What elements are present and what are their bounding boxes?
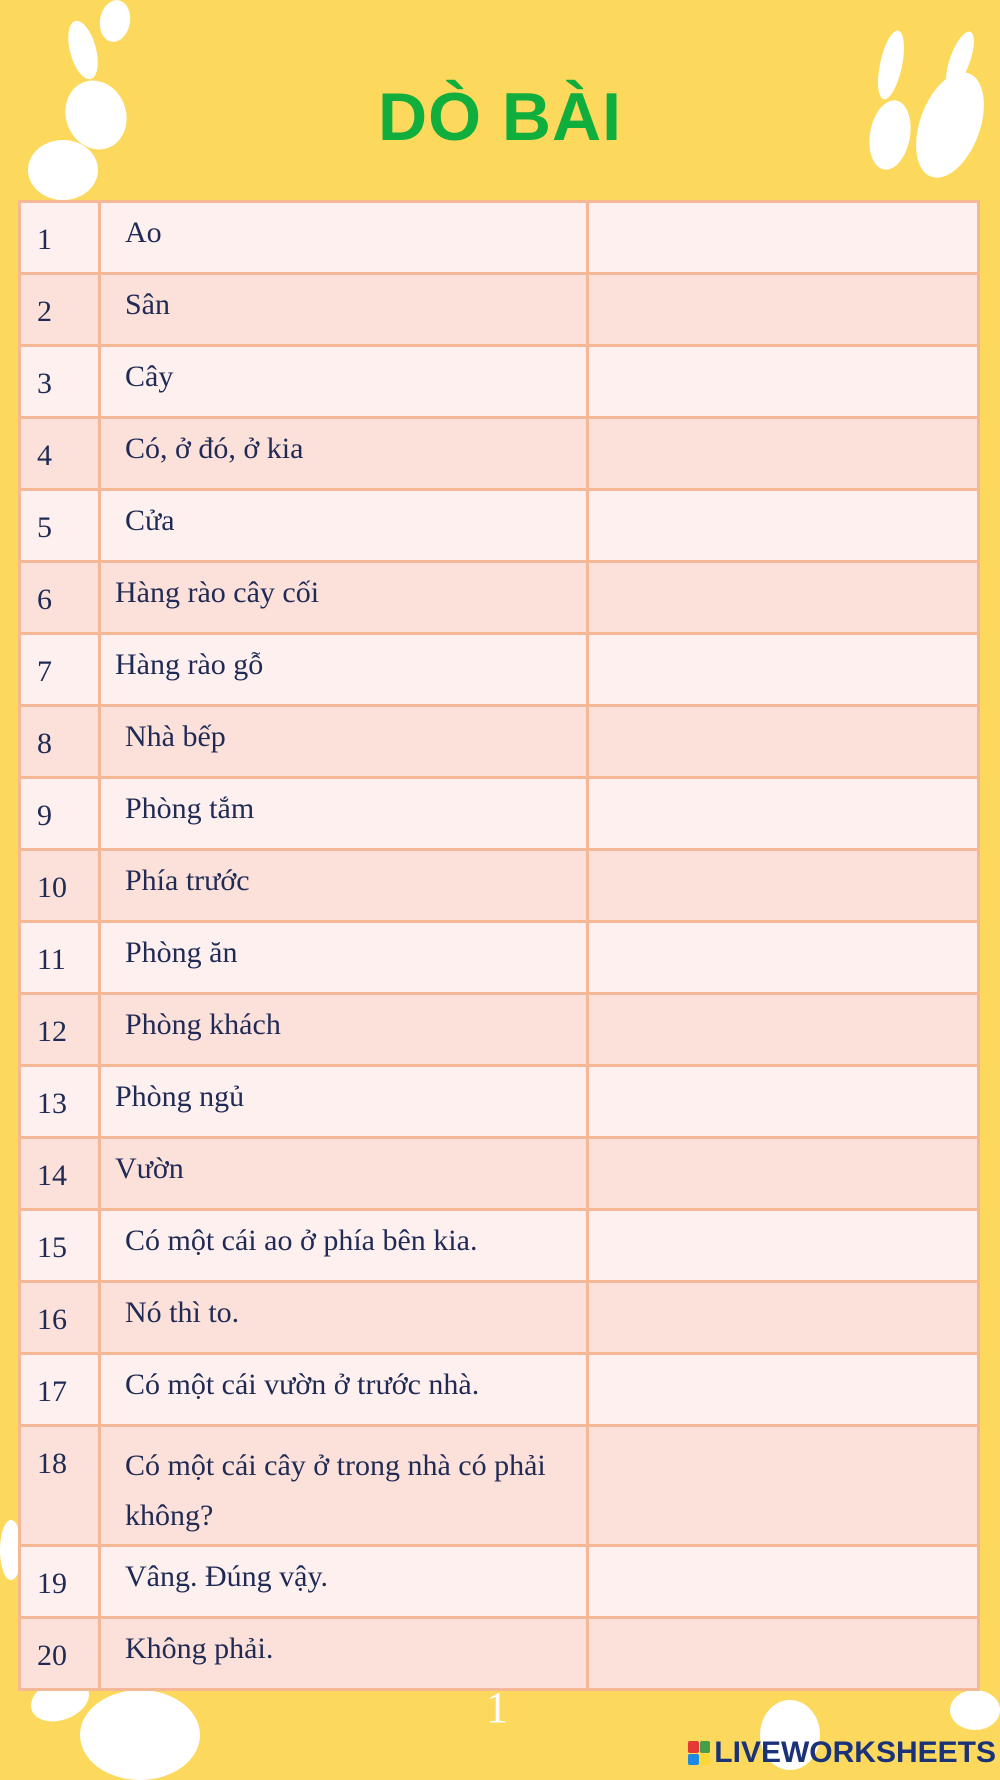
- decor-splash: [97, 0, 134, 44]
- row-text: Phòng ăn: [100, 922, 588, 994]
- answer-cell[interactable]: [588, 994, 979, 1066]
- answer-cell[interactable]: [588, 274, 979, 346]
- answer-cell[interactable]: [588, 922, 979, 994]
- row-number: 20: [20, 1618, 100, 1690]
- answer-cell[interactable]: [588, 202, 979, 274]
- row-number: 1: [20, 202, 100, 274]
- page-title: DÒ BÀI: [378, 79, 622, 155]
- row-number: 7: [20, 634, 100, 706]
- row-number: 11: [20, 922, 100, 994]
- row-text: Phòng ngủ: [100, 1066, 588, 1138]
- row-number: 10: [20, 850, 100, 922]
- table-row: [20, 1618, 979, 1690]
- answer-cell[interactable]: [588, 778, 979, 850]
- table-row: [20, 634, 979, 706]
- table-row: [20, 1210, 979, 1282]
- table-row: [20, 850, 979, 922]
- answer-cell[interactable]: [588, 1426, 979, 1546]
- answer-cell[interactable]: [588, 1138, 979, 1210]
- answer-cell[interactable]: [588, 1066, 979, 1138]
- answer-cell[interactable]: [588, 1618, 979, 1690]
- row-number: 19: [20, 1546, 100, 1618]
- table-row: [20, 346, 979, 418]
- table-row: [20, 562, 979, 634]
- table-row: [20, 274, 979, 346]
- answer-cell[interactable]: [588, 1546, 979, 1618]
- row-number: 6: [20, 562, 100, 634]
- row-text: Có một cái vườn ở trước nhà.: [100, 1354, 588, 1426]
- row-text: Ao: [100, 202, 588, 274]
- answer-cell[interactable]: [588, 634, 979, 706]
- row-text: Cửa: [100, 490, 588, 562]
- row-text: Vâng. Đúng vậy.: [100, 1546, 588, 1618]
- row-number: 16: [20, 1282, 100, 1354]
- decor-splash: [80, 1690, 200, 1780]
- row-number: 14: [20, 1138, 100, 1210]
- row-text: Hàng rào gỗ: [100, 634, 588, 706]
- row-text: Không phải.: [100, 1618, 588, 1690]
- answer-cell[interactable]: [588, 418, 979, 490]
- table-row: [20, 490, 979, 562]
- row-number: 3: [20, 346, 100, 418]
- table-row: [20, 1546, 979, 1618]
- answer-cell[interactable]: [588, 346, 979, 418]
- row-text: Sân: [100, 274, 588, 346]
- decor-splash: [63, 18, 104, 83]
- row-number: 18: [20, 1426, 100, 1546]
- row-text: Vườn: [100, 1138, 588, 1210]
- table-row: [20, 1066, 979, 1138]
- table-row: [20, 1282, 979, 1354]
- row-text: Phòng tắm: [100, 778, 588, 850]
- row-number: 2: [20, 274, 100, 346]
- row-text: Cây: [100, 346, 588, 418]
- answer-cell[interactable]: [588, 562, 979, 634]
- vocab-table-body: [20, 202, 979, 1690]
- vocab-table: [18, 200, 980, 1691]
- table-row: [20, 1138, 979, 1210]
- row-text: Nhà bếp: [100, 706, 588, 778]
- watermark-text: LIVEWORKSHEETS: [714, 1736, 996, 1769]
- answer-cell[interactable]: [588, 1282, 979, 1354]
- row-number: 4: [20, 418, 100, 490]
- decor-splash: [950, 1690, 1000, 1730]
- table-row: [20, 778, 979, 850]
- row-text: Có, ở đó, ở kia: [100, 418, 588, 490]
- row-number: 12: [20, 994, 100, 1066]
- row-number: 13: [20, 1066, 100, 1138]
- table-row: [20, 202, 979, 274]
- answer-cell[interactable]: [588, 706, 979, 778]
- answer-cell[interactable]: [588, 1210, 979, 1282]
- watermark: [688, 1736, 996, 1770]
- row-text: Có một cái cây ở trong nhà có phải không?: [100, 1426, 588, 1546]
- row-number: 5: [20, 490, 100, 562]
- table-row: [20, 994, 979, 1066]
- table-row: [20, 1426, 979, 1546]
- answer-cell[interactable]: [588, 1354, 979, 1426]
- table-row: [20, 418, 979, 490]
- table-row: [20, 922, 979, 994]
- liveworksheets-logo-icon: [688, 1741, 710, 1765]
- row-number: 17: [20, 1354, 100, 1426]
- row-number: 9: [20, 778, 100, 850]
- row-text: Hàng rào cây cối: [100, 562, 588, 634]
- row-text: Có một cái ao ở phía bên kia.: [100, 1210, 588, 1282]
- row-text: Phía trước: [100, 850, 588, 922]
- row-text: Phòng khách: [100, 994, 588, 1066]
- answer-cell[interactable]: [588, 850, 979, 922]
- table-row: [20, 1354, 979, 1426]
- row-number: 8: [20, 706, 100, 778]
- page-number: 1: [486, 1683, 508, 1732]
- row-number: 15: [20, 1210, 100, 1282]
- table-row: [20, 706, 979, 778]
- row-text: Nó thì to.: [100, 1282, 588, 1354]
- answer-cell[interactable]: [588, 490, 979, 562]
